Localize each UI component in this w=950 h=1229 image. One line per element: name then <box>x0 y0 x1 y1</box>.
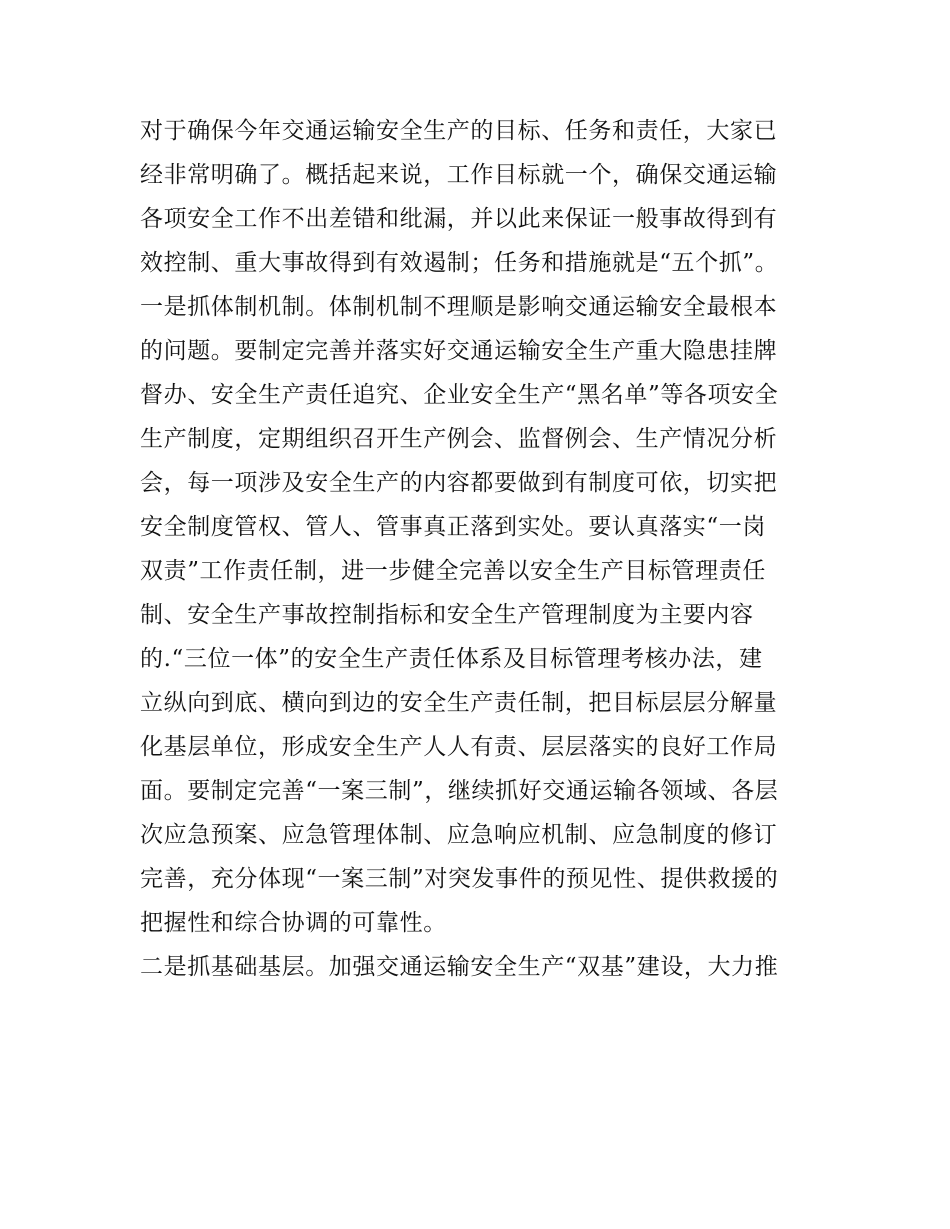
body-text <box>140 109 820 989</box>
text-line: 面。要制定完善“一案三制”，继续抓好交通运输各领域、各层 <box>140 778 779 804</box>
text-line: 督办、安全生产责任追究、企业安全生产“黑名单”等各项安全 <box>140 382 779 408</box>
text-line: 会，每一项涉及安全生产的内容都要做到有制度可依，切实把 <box>140 470 778 496</box>
text-line: 对于确保今年交通运输安全生产的目标、任务和责任，大家已 <box>140 118 778 144</box>
text-line: 双责”工作责任制，进一步健全完善以安全生产目标管理责任 <box>140 558 766 584</box>
text-line: 安全制度管权、管人、管事真正落到实处。要认真落实“一岗 <box>140 514 766 540</box>
text-line: 次应急预案、应急管理体制、应急响应机制、应急制度的修订 <box>140 822 778 848</box>
text-line: 二是抓基础基层。加强交通运输安全生产“双基”建设，大力推 <box>140 954 779 980</box>
text-line: 化基层单位，形成安全生产人人有责、层层落实的良好工作局 <box>140 734 778 760</box>
text-line: 效控制、重大事故得到有效遏制；任务和措施就是“五个抓”。 <box>140 250 779 276</box>
text-line: 完善，充分体现“一案三制”对突发事件的预见性、提供救援的 <box>140 866 779 892</box>
text-line: 把握性和综合协调的可靠性。 <box>140 910 447 936</box>
text-line: 制、安全生产事故控制指标和安全生产管理制度为主要内容 <box>140 602 754 628</box>
text-line: 的.“三位一体”的安全生产责任体系及目标管理考核办法，建 <box>140 646 763 672</box>
text-line: 一是抓体制机制。体制机制不理顺是影响交通运输安全最根本 <box>140 294 778 320</box>
text-line: 经非常明确了。概括起来说，工作目标就一个，确保交通运输 <box>140 162 778 188</box>
text-line: 各项安全工作不出差错和纰漏，并以此来保证一般事故得到有 <box>140 206 778 232</box>
text-line: 立纵向到底、横向到边的安全生产责任制，把目标层层分解量 <box>140 690 778 716</box>
text-line: 的问题。要制定完善并落实好交通运输安全生产重大隐患挂牌 <box>140 338 778 364</box>
text-line: 生产制度，定期组织召开生产例会、监督例会、生产情况分析 <box>140 426 778 452</box>
